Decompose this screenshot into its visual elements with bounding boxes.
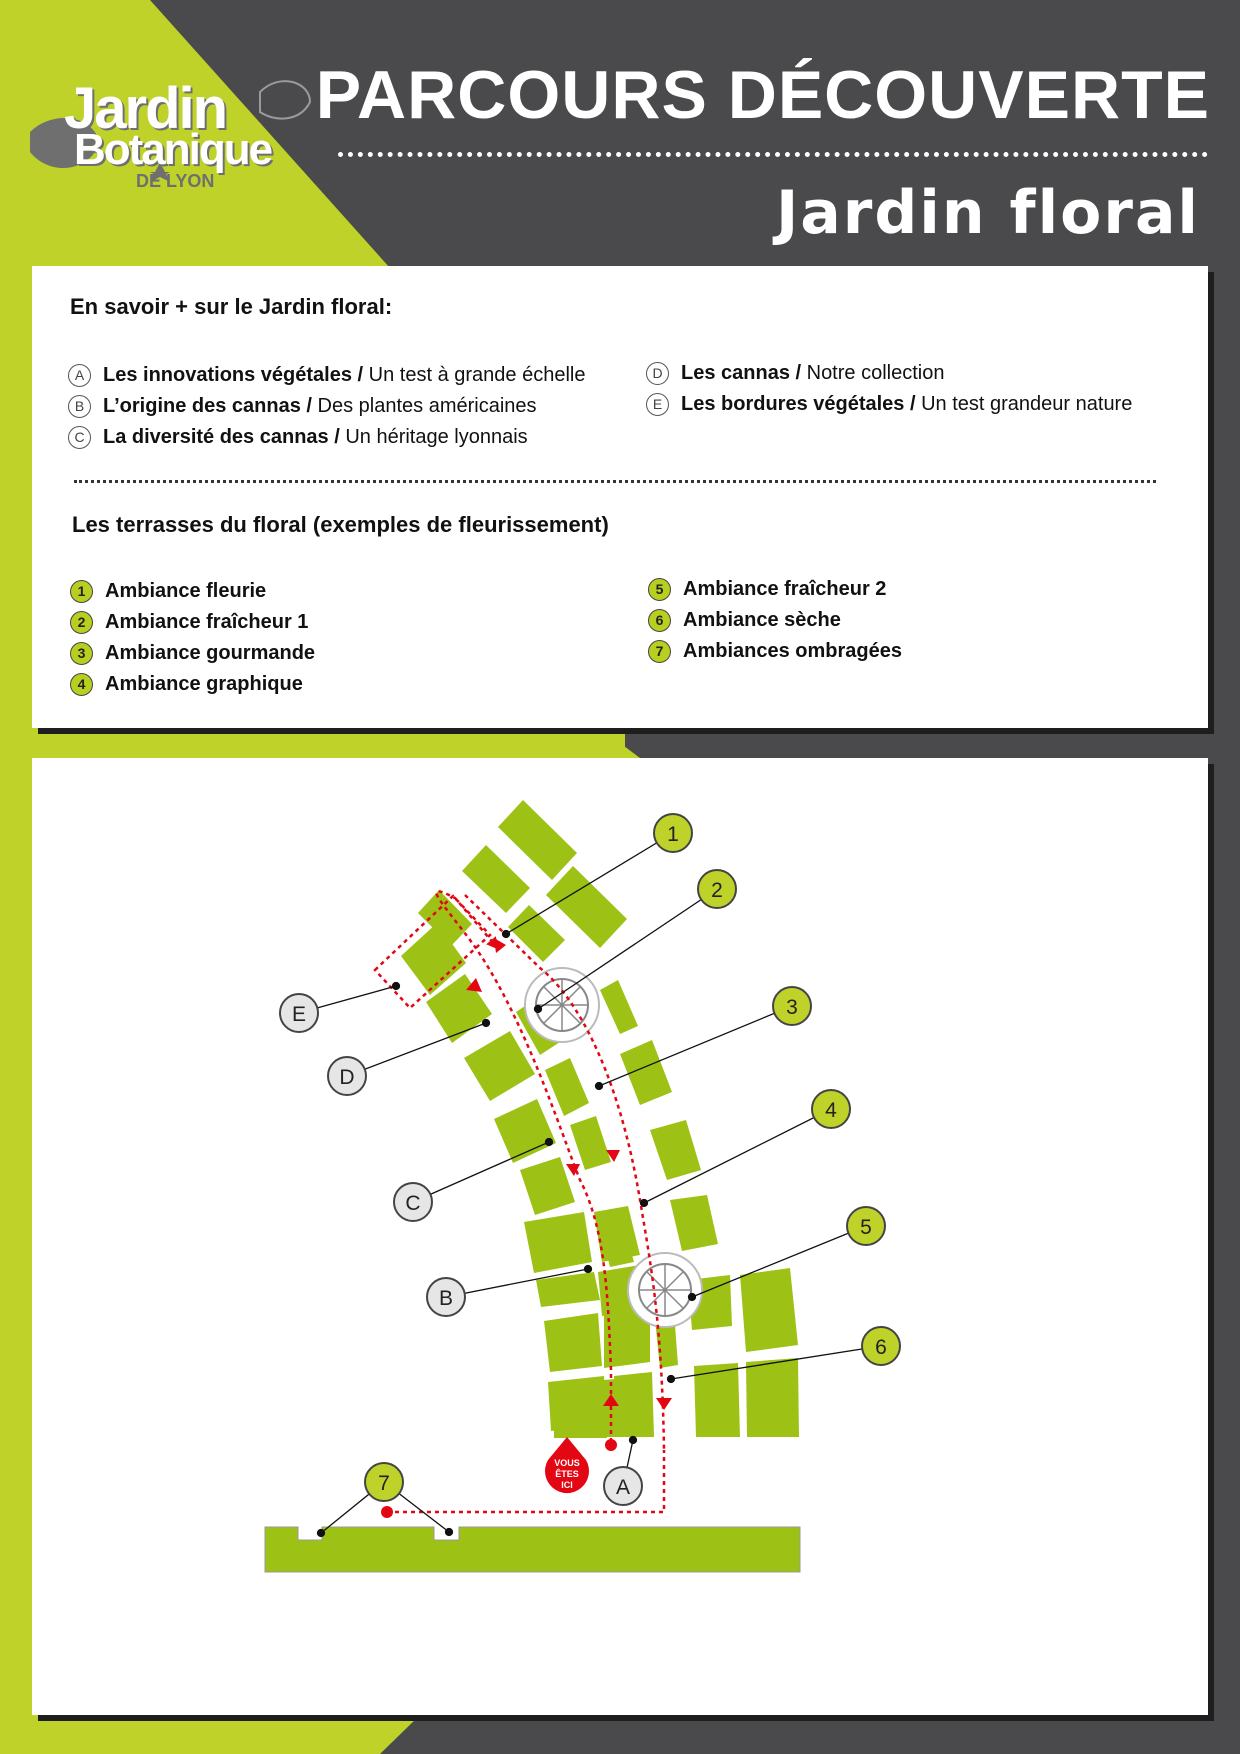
marker-e[interactable]	[280, 994, 318, 1032]
flower-bed	[650, 1120, 701, 1180]
topic-badge: C	[68, 426, 91, 449]
garden-map	[32, 758, 1208, 1715]
logo	[30, 72, 330, 212]
terrace-item	[70, 673, 303, 696]
marker-3[interactable]	[773, 987, 811, 1025]
terrace-item	[70, 580, 266, 603]
roundabout-2	[628, 1253, 702, 1327]
logo-word-lyon: DE LYON	[136, 171, 215, 191]
topic-item	[646, 393, 1132, 416]
marker-5[interactable]	[847, 1207, 885, 1245]
flower-bed	[524, 1212, 592, 1273]
flower-bed	[746, 1358, 799, 1437]
marker-label: E	[291, 1003, 307, 1026]
marker-label: C	[405, 1192, 421, 1215]
flower-bed	[494, 1099, 556, 1163]
terrace-item	[70, 642, 315, 665]
topic-badge: A	[68, 364, 91, 387]
marker-4[interactable]	[812, 1090, 850, 1128]
topic-title: Les innovations végétales /	[103, 364, 364, 386]
marker-label: 7	[378, 1472, 390, 1495]
marker-label: 4	[825, 1099, 837, 1122]
marker-label: A	[615, 1476, 631, 1499]
marker-label: 3	[786, 996, 798, 1019]
topic-text: Des plantes américaines	[311, 395, 537, 417]
info-divider	[74, 480, 1156, 483]
flower-bed	[508, 905, 565, 962]
terrace-badge: 6	[648, 609, 671, 632]
you-are-here-line2: ÊTES	[555, 1469, 579, 1479]
marker-label: 6	[875, 1336, 887, 1359]
marker-1[interactable]	[654, 814, 692, 852]
terraces-heading: Les terrasses du floral (exemples de fleurissement)	[72, 512, 609, 537]
terrace-item	[648, 640, 902, 663]
route-arrow	[494, 938, 506, 953]
marker-label: 1	[667, 823, 679, 846]
info-heading: En savoir + sur le Jardin floral:	[70, 294, 393, 319]
topic-title: L’origine des cannas /	[103, 395, 312, 417]
terrace-label: Ambiance fleurie	[105, 580, 267, 602]
logo-word-jardin: Jardin	[64, 76, 227, 141]
flower-bed	[464, 1031, 535, 1101]
you-are-here-line1: VOUS	[554, 1458, 580, 1468]
terrace-badge: 1	[70, 580, 93, 603]
terrace-strip	[265, 1527, 800, 1572]
terrace-badge: 7	[648, 640, 671, 663]
topic-text: Un héritage lyonnais	[339, 426, 528, 448]
flower-bed	[520, 1157, 575, 1215]
topic-item	[646, 362, 944, 385]
flower-bed	[554, 1380, 609, 1437]
topic-item	[68, 395, 537, 418]
info-card	[32, 266, 1208, 728]
topic-badge: B	[68, 395, 91, 418]
page-subtitle: Jardin floral	[775, 178, 1200, 248]
marker-c[interactable]	[394, 1183, 432, 1221]
you-are-here-marker	[545, 1437, 589, 1493]
topic-title: Les bordures végétales /	[681, 393, 916, 415]
topic-text: Un test grandeur nature	[915, 393, 1133, 415]
page-title: PARCOURS DÉCOUVERTE	[315, 57, 1210, 133]
flower-bed	[570, 1116, 611, 1170]
marker-label: D	[339, 1066, 355, 1089]
flower-bed	[614, 1372, 654, 1437]
marker-label: B	[438, 1287, 454, 1310]
terrace-item	[70, 611, 308, 634]
topic-item	[68, 364, 585, 387]
terrace-label: Ambiance fraîcheur 2	[683, 578, 887, 600]
map-card	[32, 758, 1208, 1715]
marker-d[interactable]	[328, 1057, 366, 1095]
topic-title: Les cannas /	[681, 362, 802, 384]
marker-7[interactable]	[365, 1463, 403, 1501]
terrace-badge: 5	[648, 578, 671, 601]
terrace-badge: 2	[70, 611, 93, 634]
marker-6[interactable]	[862, 1327, 900, 1365]
topic-badge: D	[646, 362, 669, 385]
terrace-label: Ambiance fraîcheur 1	[105, 611, 309, 633]
terrace-label: Ambiance sèche	[683, 609, 841, 631]
terrace-badge: 4	[70, 673, 93, 696]
route-start-dot	[605, 1439, 617, 1451]
flower-bed	[740, 1268, 798, 1352]
title-divider	[338, 152, 1208, 169]
topic-text: Notre collection	[801, 362, 945, 384]
terrace-badge: 3	[70, 642, 93, 665]
topic-title: La diversité des cannas /	[103, 426, 340, 448]
marker-label: 5	[860, 1216, 872, 1239]
flower-bed	[498, 800, 577, 880]
flower-bed	[544, 1313, 602, 1372]
flower-beds	[401, 800, 799, 1438]
terrace-label: Ambiance gourmande	[105, 642, 316, 664]
you-are-here-line3: ICI	[561, 1480, 573, 1490]
terrace-item	[648, 609, 841, 632]
terrace-item	[648, 578, 886, 601]
route-arrow	[656, 1398, 672, 1410]
flower-bed	[620, 1040, 672, 1105]
terrace-label: Ambiances ombragées	[683, 640, 902, 662]
route-end-dot	[381, 1506, 393, 1518]
terrace-label: Ambiance graphique	[105, 673, 303, 695]
topic-badge: E	[646, 393, 669, 416]
flower-bed	[600, 980, 638, 1034]
marker-2[interactable]	[698, 870, 736, 908]
flower-bed	[670, 1195, 718, 1251]
topic-text: Un test à grande échelle	[363, 364, 586, 386]
marker-b[interactable]	[427, 1278, 465, 1316]
topic-item	[68, 426, 528, 449]
marker-label: 2	[711, 879, 723, 902]
marker-a[interactable]	[604, 1467, 642, 1505]
logo-word-botanique: Botanique	[74, 125, 272, 174]
